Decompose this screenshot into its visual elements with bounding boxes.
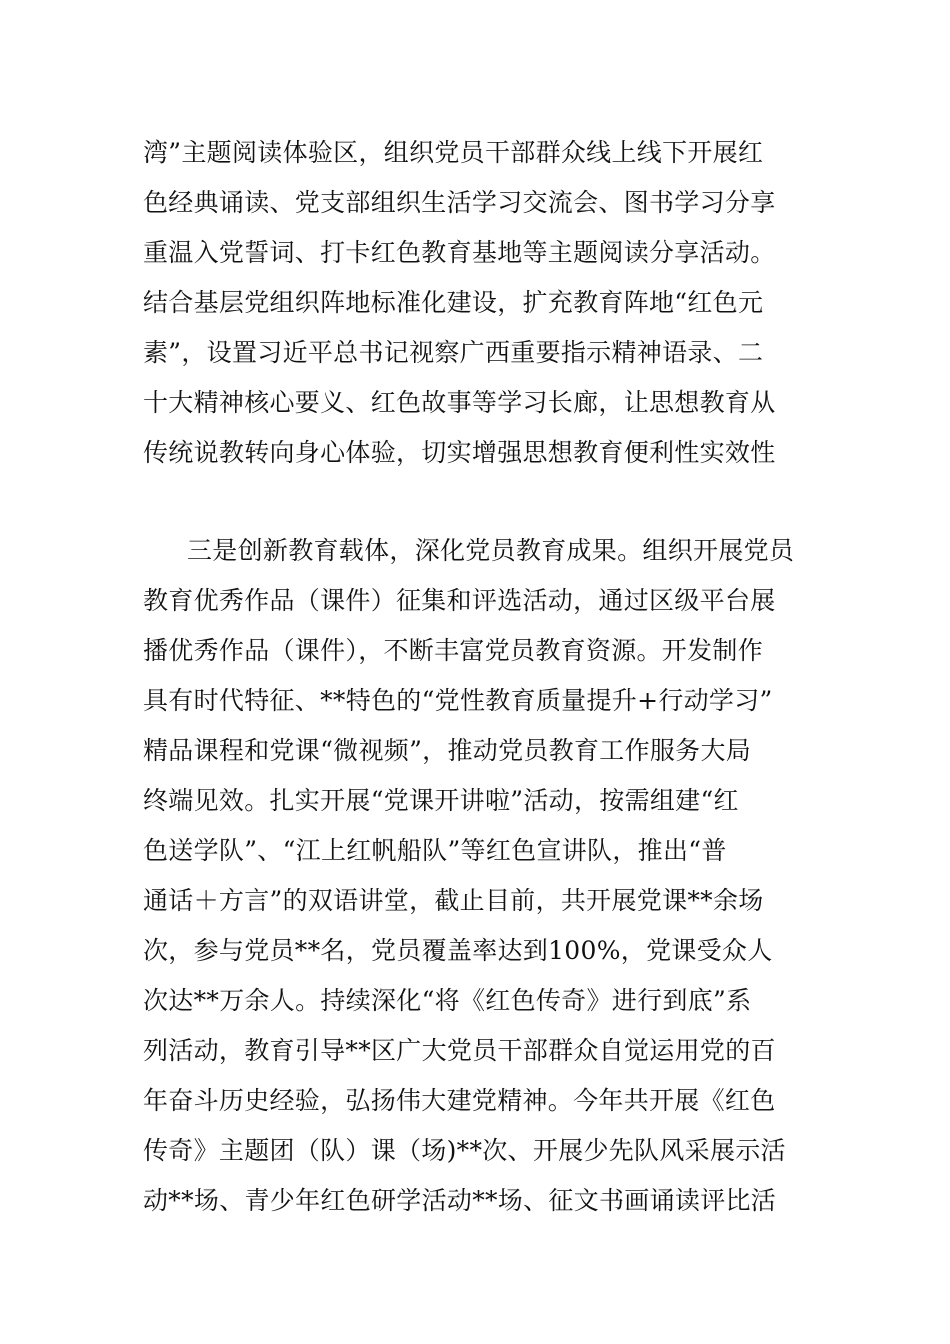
text-line-indented: 三是创新教育载体，深化党员教育成果。组织开展党员 <box>187 536 795 565</box>
text-line: 次，参与党员**名，党员覆盖率达到100%，党课受众人 <box>143 936 773 965</box>
text-line: 重温入党誓词、打卡红色教育基地等主题阅读分享活动。 <box>143 238 776 267</box>
text-line: 年奋斗历史经验，弘扬伟大建党精神。今年共开展《红色 <box>143 1086 776 1115</box>
text-line: 色经典诵读、党支部组织生活学习交流会、图书学习分享 <box>143 188 776 217</box>
text-line: 教育优秀作品（课件）征集和评选活动，通过区级平台展 <box>143 586 776 615</box>
paragraph-education-carrier <box>143 526 813 1226</box>
text-line: 色送学队”、“江上红帆船队”等红色宣讲队，推出“普 <box>143 836 727 865</box>
text-line: 动**场、青少年红色研学活动**场、征文书画诵读评比活 <box>143 1186 777 1215</box>
text-line: 次达**万余人。持续深化“将《红色传奇》进行到底”系 <box>143 986 752 1015</box>
paragraph-reading-activities <box>143 128 813 478</box>
text-line: 湾”主题阅读体验区，组织党员干部群众线上线下开展红 <box>143 138 764 167</box>
text-line: 播优秀作品（课件），不断丰富党员教育资源。开发制作 <box>143 636 764 665</box>
text-line: 具有时代特征、**特色的“党性教育质量提升+行动学习” <box>143 686 773 715</box>
text-line: 十大精神核心要义、红色故事等学习长廊，让思想教育从 <box>143 388 776 417</box>
text-line: 素”，设置习近平总书记视察广西重要指示精神语录、二 <box>143 338 764 367</box>
text-line: 结合基层党组织阵地标准化建设，扩充教育阵地“红色元 <box>143 288 764 317</box>
text-line: 传奇》主题团（队）课（场)**次、开展少先队风采展示活 <box>143 1136 786 1165</box>
text-line: 精品课程和党课“微视频”，推动党员教育工作服务大局 <box>143 736 752 765</box>
text-line: 终端见效。扎实开展“党课开讲啦”活动，按需组建“红 <box>143 786 739 815</box>
text-line: 传统说教转向身心体验，切实增强思想教育便利性实效性 <box>143 438 776 467</box>
text-line: 通话＋方言”的双语讲堂，截止目前，共开展党课**余场 <box>143 886 764 915</box>
text-line: 列活动，教育引导**区广大党员干部群众自觉运用党的百 <box>143 1036 776 1065</box>
